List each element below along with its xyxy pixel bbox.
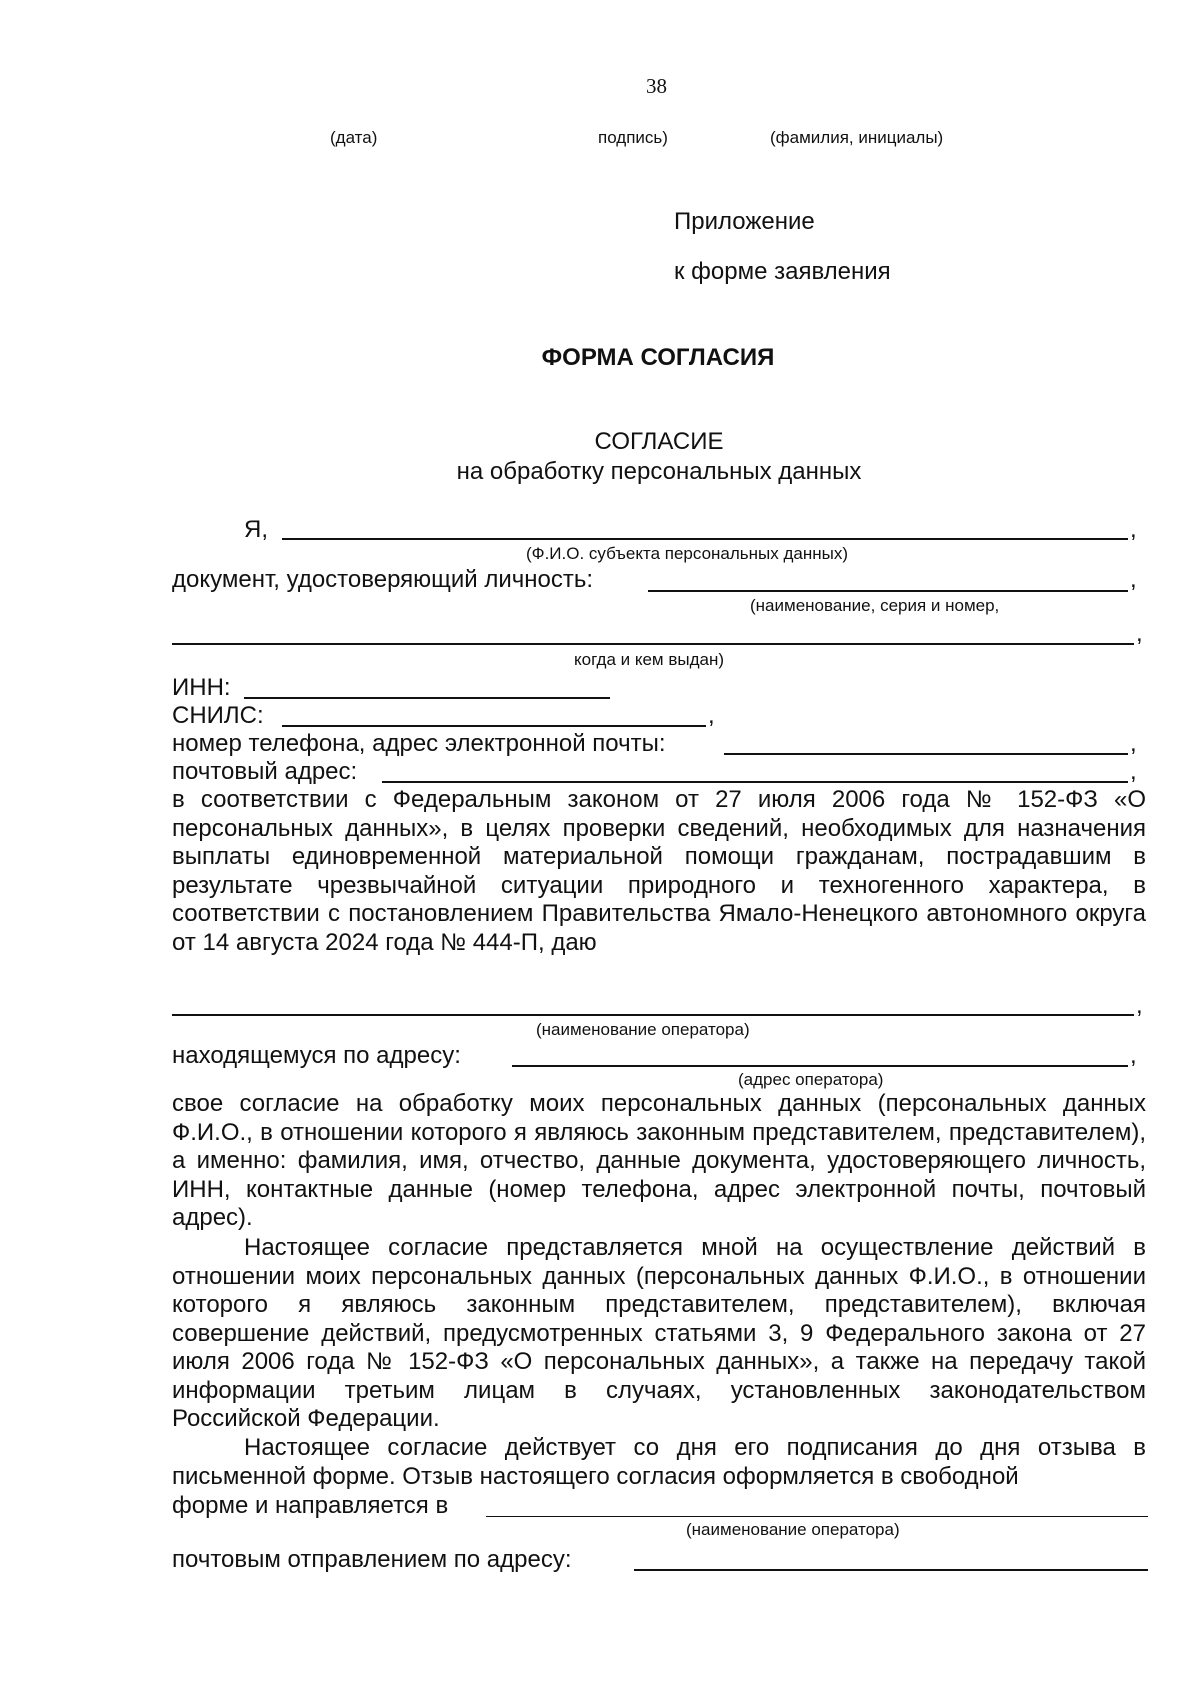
fio-field-line[interactable] [282, 538, 1128, 540]
legal-basis-paragraph: в соответствии с Федеральным законом от 27 июля 2006 года № 152-ФЗ «О персональных данных», в целях проверки сведений, необходимых для назначения выплаты единовременной материальной помощи гражданам, пострадавшим в результате чрезвычайной ситуации природного и техногенного характера, в соответствии с постановлением Правительства Ямало-Ненецкого автономного округа от 14 августа 2024 года № 444-П, даю [172, 786, 1146, 956]
identity-doc-issued-comma: , [1136, 620, 1143, 647]
inn-field-line[interactable] [244, 697, 610, 699]
phone-email-comma: , [1130, 730, 1137, 757]
operator-address-field-line[interactable] [512, 1065, 1128, 1067]
operator-name-field-line[interactable] [172, 1014, 1134, 1016]
revocation-operator-field-line[interactable] [486, 1516, 1148, 1517]
operator-address-comma: , [1130, 1042, 1137, 1069]
operator-address-caption: (адрес оператора) [738, 1070, 884, 1089]
postal-address-label: почтовый адрес: [172, 758, 358, 785]
phone-email-field-line[interactable] [724, 753, 1128, 755]
mail-address-field-line[interactable] [634, 1569, 1148, 1571]
identity-doc-issued-caption: когда и кем выдан) [574, 650, 725, 669]
identity-doc-comma: , [1130, 566, 1137, 593]
identity-doc-caption: (наименование, серия и номер, [750, 596, 1000, 615]
operator-address-label: находящемуся по адресу: [172, 1042, 461, 1069]
phone-email-label: номер телефона, адрес электронной почты: [172, 730, 666, 757]
consent-actions-paragraph: Настоящее согласие представляется мной на осуществление действий в отношении моих персональных данных (персональных данных Ф.И.О., в отношении которого я являюсь законным представителем, представителем), включая совершение действий, предусмотренных статьями 3, 9 Федерального закона от 27 июля 2006 года № 152-ФЗ «О персональных данных», а также на передачу такой информации третьим лицам в случаях, установленных законодательством Российской Федерации. [172, 1234, 1146, 1432]
identity-doc-issued-line[interactable] [172, 643, 1134, 645]
name-caption: (фамилия, инициалы) [770, 128, 944, 147]
consent-validity-paragraph: Настоящее согласие действует со дня его подписания до дня отзыва в письменной форме. Отзыв настоящего согласия оформляется в свободной [172, 1434, 1146, 1490]
snils-comma: , [708, 702, 715, 729]
revocation-operator-caption: (наименование оператора) [686, 1520, 900, 1539]
appendix-label: Приложение [674, 208, 815, 235]
mail-address-label: почтовым отправлением по адресу: [172, 1546, 572, 1573]
snils-label: СНИЛС: [172, 702, 264, 729]
postal-address-comma: , [1130, 758, 1137, 785]
postal-address-field-line[interactable] [382, 781, 1128, 783]
identity-doc-label: документ, удостоверяющий личность: [172, 566, 594, 593]
fio-caption: (Ф.И.О. субъекта персональных данных) [526, 544, 849, 563]
revocation-send-label: форме и направляется в [172, 1492, 449, 1519]
date-caption: (дата) [330, 128, 378, 147]
consent-scope-paragraph: свое согласие на обработку моих персональных данных (персональных данных Ф.И.О., в отношении которого я являюсь законным представителем, представителем), а именно: фамилия, имя, отчество, данные документа, удостоверяющего личность, ИНН, контактные данные (номер телефона, адрес электронной почты, почтовый адрес). [172, 1090, 1146, 1231]
appendix-form-ref: к форме заявления [674, 258, 891, 285]
snils-field-line[interactable] [282, 725, 706, 727]
operator-name-comma: , [1136, 992, 1143, 1019]
i-label: Я, [244, 516, 268, 543]
page-number: 38 [646, 74, 667, 98]
consent-subtitle: на обработку персональных данных [456, 458, 862, 485]
form-title: ФОРМА СОГЛАСИЯ [541, 344, 775, 371]
consent-title: СОГЛАСИЕ [594, 428, 724, 455]
operator-name-caption: (наименование оператора) [536, 1020, 750, 1039]
signature-caption: подпись) [598, 128, 668, 147]
identity-doc-field-line[interactable] [648, 590, 1128, 592]
fio-comma: , [1130, 516, 1137, 543]
inn-label: ИНН: [172, 674, 231, 701]
